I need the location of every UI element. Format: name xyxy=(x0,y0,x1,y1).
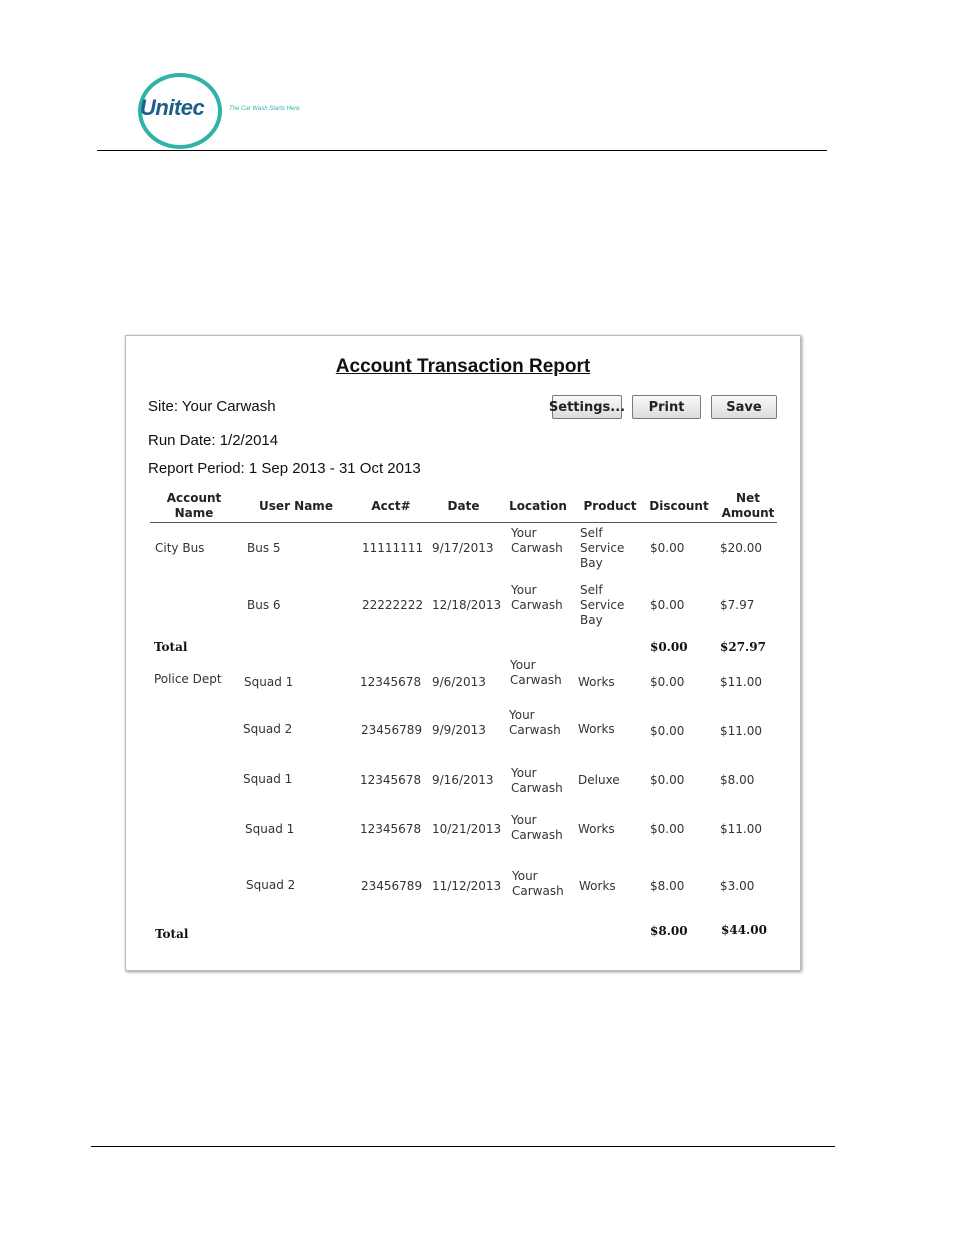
cell-user: Bus 6 xyxy=(247,598,281,612)
col-header-date: Date xyxy=(447,499,480,513)
total-discount: $0.00 xyxy=(650,640,688,654)
save-button[interactable]: Save xyxy=(711,395,777,419)
cell-discount: $0.00 xyxy=(650,773,685,787)
cell-discount: $0.00 xyxy=(650,675,685,689)
cell-date: 9/9/2013 xyxy=(432,723,486,737)
cell-product: Works xyxy=(578,675,615,689)
cell-acct: 23456789 xyxy=(361,723,423,737)
total-net: $44.00 xyxy=(721,923,767,937)
cell-discount: $0.00 xyxy=(650,822,685,836)
cell-acct: 22222222 xyxy=(362,598,424,612)
cell-date: 9/6/2013 xyxy=(432,675,486,689)
cell-net: $8.00 xyxy=(720,773,755,787)
cell-product: Self Service Bay xyxy=(580,583,625,627)
cell-location: Your Carwash xyxy=(511,526,563,555)
print-button[interactable]: Print xyxy=(632,395,701,419)
col-header-product: Product xyxy=(583,499,637,513)
cell-user: Bus 5 xyxy=(247,541,281,555)
cell-discount: $8.00 xyxy=(650,879,685,893)
report-period-label: Report Period: 1 Sep 2013 - 31 Oct 2013 xyxy=(148,460,421,477)
cell-user: Squad 1 xyxy=(245,822,295,836)
cell-net: $11.00 xyxy=(720,675,762,689)
cell-product: Works xyxy=(578,822,615,836)
total-net: $27.97 xyxy=(720,640,766,654)
cell-date: 12/18/2013 xyxy=(432,598,502,612)
cell-user: Squad 2 xyxy=(246,878,296,892)
cell-location: Your Carwash xyxy=(511,583,563,612)
cell-product: Deluxe xyxy=(578,773,620,787)
table-header-rule xyxy=(150,522,777,523)
total-discount: $8.00 xyxy=(650,924,688,938)
cell-location: Your Carwash xyxy=(509,708,561,737)
cell-product: Works xyxy=(579,879,616,893)
report-title: Account Transaction Report xyxy=(335,356,591,377)
cell-product: Works xyxy=(578,722,615,736)
cell-net: $11.00 xyxy=(720,822,762,836)
col-header-account-name: Account Name xyxy=(166,491,222,520)
site-label: Site: Your Carwash xyxy=(148,398,276,415)
cell-date: 10/21/2013 xyxy=(432,822,502,836)
header-rule xyxy=(97,150,827,151)
cell-product: Self Service Bay xyxy=(580,526,625,570)
col-header-acct: Acct# xyxy=(371,499,411,513)
col-header-location: Location xyxy=(509,499,567,513)
cell-location: Your Carwash xyxy=(511,766,563,795)
cell-account: City Bus xyxy=(155,541,205,555)
cell-location: Your Carwash xyxy=(512,869,564,898)
logo-text: Unitec xyxy=(140,95,205,120)
total-label: Total xyxy=(154,640,188,654)
cell-discount: $0.00 xyxy=(650,598,685,612)
col-header-net-amount: Net Amount xyxy=(721,491,775,520)
cell-net: $7.97 xyxy=(720,598,755,612)
cell-acct: 12345678 xyxy=(360,773,422,787)
col-header-discount: Discount xyxy=(649,499,709,513)
cell-net: $3.00 xyxy=(720,879,755,893)
cell-acct: 11111111 xyxy=(362,541,424,555)
logo-tagline: The Car Wash Starts Here. xyxy=(229,106,302,112)
total-label: Total xyxy=(155,927,189,941)
col-header-user-name: User Name xyxy=(259,499,333,513)
cell-location: Your Carwash xyxy=(511,813,563,842)
cell-net: $11.00 xyxy=(720,724,762,738)
cell-user: Squad 2 xyxy=(243,722,293,736)
cell-acct: 12345678 xyxy=(360,822,422,836)
cell-user: Squad 1 xyxy=(243,772,293,786)
unitec-logo xyxy=(138,73,220,147)
cell-location: Your Carwash xyxy=(510,658,562,687)
cell-account: Police Dept xyxy=(154,672,222,686)
run-date-label: Run Date: 1/2/2014 xyxy=(148,432,279,449)
cell-discount: $0.00 xyxy=(650,541,685,555)
cell-date: 9/16/2013 xyxy=(432,773,494,787)
cell-date: 11/12/2013 xyxy=(432,879,502,893)
cell-acct: 23456789 xyxy=(361,879,423,893)
cell-date: 9/17/2013 xyxy=(432,541,494,555)
footer-rule xyxy=(91,1146,835,1147)
cell-acct: 12345678 xyxy=(360,675,422,689)
cell-net: $20.00 xyxy=(720,541,762,555)
report-window xyxy=(125,335,801,971)
cell-discount: $0.00 xyxy=(650,724,685,738)
settings-button[interactable]: Settings... xyxy=(552,395,622,419)
cell-user: Squad 1 xyxy=(244,675,294,689)
